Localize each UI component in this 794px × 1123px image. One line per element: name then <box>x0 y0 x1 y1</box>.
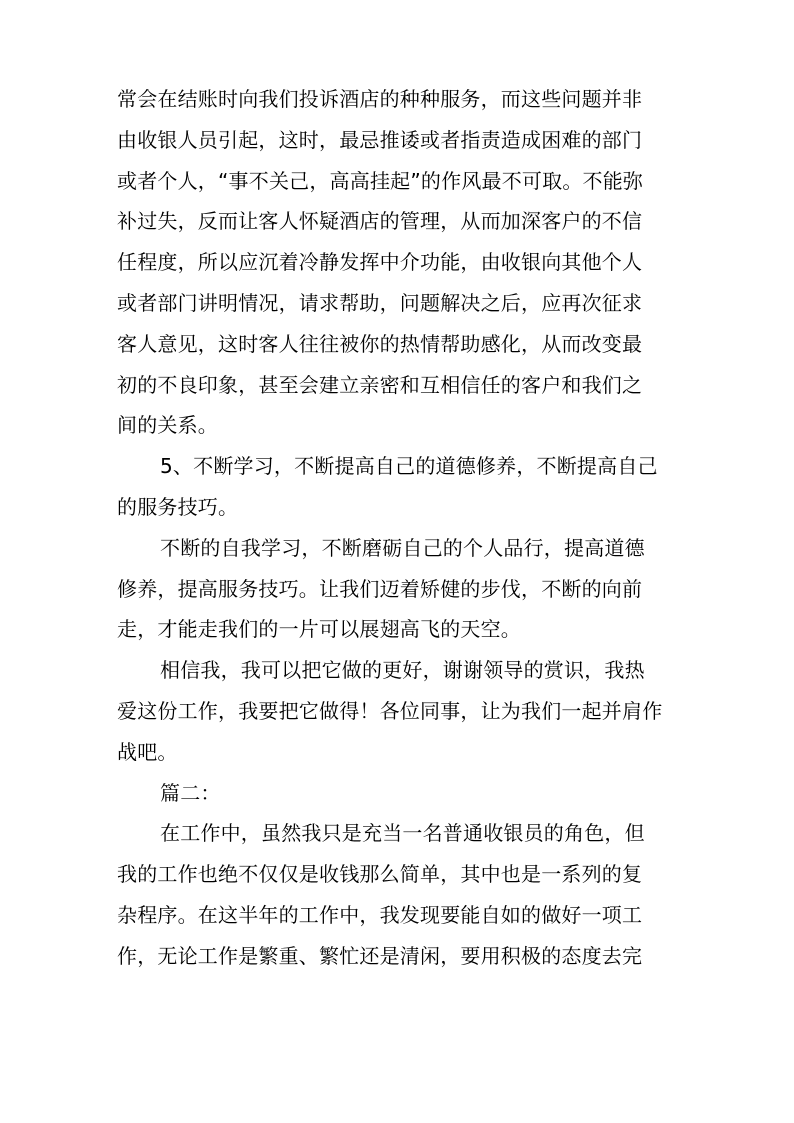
text-line: 任程度，所以应沉着冷静发挥中介功能，由收银向其他个人 <box>117 250 643 275</box>
section-heading-line: 5、不断学习，不断提高自己的道德修养，不断提高自己 <box>160 454 658 479</box>
text-line: 作，无论工作是繁重、繁忙还是清闲，要用积极的态度去完 <box>117 943 643 968</box>
text-line: 常会在结账时向我们投诉酒店的种种服务，而这些问题并非 <box>117 87 643 111</box>
text-line: 杂程序。在这半年的工作中，我发现要能自如的做好一项工 <box>117 902 643 927</box>
text-line: 初的不良印象，甚至会建立亲密和互相信任的客户和我们之 <box>117 372 643 397</box>
text-line: 或者个人，“事不关己，高高挂起”的作风最不可取。不能弥 <box>117 168 644 193</box>
text-line: 相信我，我可以把它做的更好，谢谢领导的赏识，我热 <box>160 658 645 683</box>
text-line: 我的工作也绝不仅仅是收钱那么简单，其中也是一系列的复 <box>117 862 643 887</box>
text-line: 爱这份工作，我要把它做得！各位同事，让为我们一起并肩作 <box>117 698 663 723</box>
text-line: 在工作中，虽然我只是充当一名普通收银员的角色，但 <box>160 821 645 846</box>
text-line: 不断的自我学习，不断磨砺自己的个人品行，提高道德 <box>160 535 645 560</box>
section-title: 篇二： <box>160 780 221 805</box>
text-line: 由收银人员引起，这时，最忌推诿或者指责造成困难的部门 <box>117 127 643 152</box>
document-body <box>117 79 687 977</box>
text-line: 修养，提高服务技巧。让我们迈着矫健的步伐，不断的向前 <box>117 576 643 601</box>
text-line: 或者部门讲明情况，请求帮助，问题解决之后，应再次征求 <box>117 290 643 315</box>
text-line: 走，才能走我们的一片可以展翅高飞的天空。 <box>117 617 521 642</box>
text-line: 的服务技巧。 <box>117 494 239 519</box>
text-line: 战吧。 <box>117 739 178 764</box>
text-line: 客人意见，这时客人往往被你的热情帮助感化，从而改变最 <box>117 331 643 356</box>
text-line: 补过失，反而让客人怀疑酒店的管理，从而加深客户的不信 <box>117 209 643 234</box>
text-line: 间的关系。 <box>117 413 218 438</box>
